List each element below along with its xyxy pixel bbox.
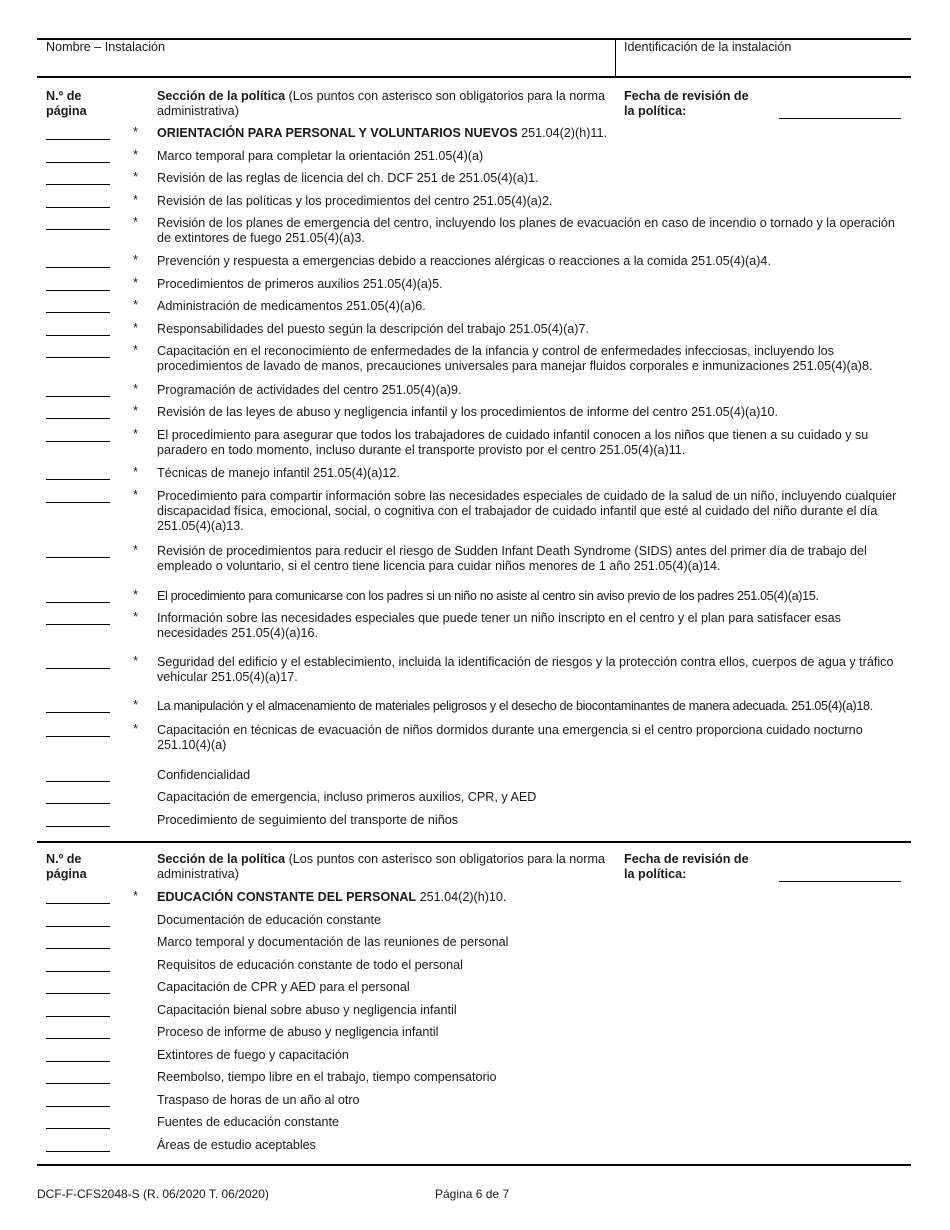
policy-item-heading: ORIENTACIÓN PARA PERSONAL Y VOLUNTARIOS NUEVOS bbox=[157, 126, 518, 140]
policy-item-text bbox=[157, 489, 905, 534]
policy-item-text bbox=[157, 344, 905, 374]
policy-item-text bbox=[157, 428, 905, 458]
required-asterisk: * bbox=[133, 320, 139, 335]
policy-item-body: Programación de actividades del centro 251.05(4)(a)9. bbox=[157, 383, 462, 397]
required-asterisk: * bbox=[133, 297, 139, 312]
form-id: DCF-F-CFS2048-S (R. 06/2020 T. 06/2020) bbox=[37, 1187, 269, 1201]
required-asterisk: * bbox=[133, 342, 139, 357]
page-number-field[interactable] bbox=[46, 712, 110, 713]
policy-item-text bbox=[157, 768, 905, 783]
required-asterisk: * bbox=[133, 697, 139, 712]
policy-col-rest: (Los puntos con asterisco son obligatorios para la norma administrativa) bbox=[157, 89, 605, 118]
policy-item-text bbox=[157, 1093, 905, 1108]
page-number-field[interactable] bbox=[46, 207, 110, 208]
policy-item-text bbox=[157, 544, 905, 574]
page-number-field[interactable] bbox=[46, 781, 110, 782]
review-date-column-header bbox=[624, 852, 749, 882]
required-asterisk: * bbox=[133, 888, 139, 903]
policy-item-text bbox=[157, 1138, 905, 1153]
required-asterisk: * bbox=[133, 169, 139, 184]
page-number-field[interactable] bbox=[46, 267, 110, 268]
required-asterisk: * bbox=[133, 124, 139, 139]
policy-item-text bbox=[157, 383, 905, 398]
page-number-field[interactable] bbox=[46, 357, 110, 358]
policy-item-text bbox=[157, 277, 905, 292]
policy-item-text bbox=[157, 171, 905, 186]
page-number-field[interactable] bbox=[46, 557, 110, 558]
policy-item-text bbox=[157, 1003, 905, 1018]
policy-item-body: Proceso de informe de abuso y negligencia infantil bbox=[157, 1025, 439, 1039]
page-number-field[interactable] bbox=[46, 1016, 110, 1017]
review-date-column-header bbox=[624, 89, 749, 119]
policy-item-text bbox=[157, 254, 905, 269]
policy-item-text bbox=[157, 1115, 905, 1130]
policy-item-body: Capacitación en el reconocimiento de enfermedades de la infancia y control de enfermedades infecciosas, incluyendo los procedimientos de lavado de manos, precauciones universales para manejar fluidos corporales e inmunizaciones 251.05(4)(a)8. bbox=[157, 344, 873, 373]
policy-item-text bbox=[157, 935, 905, 950]
page-number-field[interactable] bbox=[46, 479, 110, 480]
page-number-field[interactable] bbox=[46, 903, 110, 904]
policy-item-body: Reembolso, tiempo libre en el trabajo, tiempo compensatorio bbox=[157, 1070, 497, 1084]
policy-item-body: Documentación de educación constante bbox=[157, 913, 382, 927]
policy-item-heading: EDUCACIÓN CONSTANTE DEL PERSONAL bbox=[157, 890, 417, 904]
policy-item-text bbox=[157, 1048, 905, 1063]
policy-item-body: Capacitación en técnicas de evacuación de niños dormidos durante una emergencia si el centro proporciona cuidado nocturno 251.10(4)(a) bbox=[157, 723, 863, 752]
policy-item-text bbox=[157, 790, 905, 805]
date-col-line2: la política: bbox=[624, 104, 687, 118]
required-asterisk: * bbox=[133, 542, 139, 557]
required-asterisk: * bbox=[133, 147, 139, 162]
policy-item-text bbox=[157, 216, 905, 246]
policy-item-body: Revisión de las reglas de licencia del ch. DCF 251 de 251.05(4)(a)1. bbox=[157, 171, 539, 185]
policy-item-text bbox=[157, 913, 905, 928]
policy-item-body: 251.04(2)(h)11. bbox=[517, 126, 607, 140]
policy-item-body: Marco temporal y documentación de las reuniones de personal bbox=[157, 935, 509, 949]
policy-item-text bbox=[157, 980, 905, 995]
page-col-line2: página bbox=[46, 867, 87, 881]
policy-item-body: Procedimiento de seguimiento del transporte de niños bbox=[157, 813, 459, 827]
policy-item-text bbox=[157, 958, 905, 973]
page-number-field[interactable] bbox=[46, 624, 110, 625]
policy-item-body: Capacitación de emergencia, incluso primeros auxilios, CPR, y AED bbox=[157, 790, 537, 804]
policy-item-text bbox=[157, 126, 905, 141]
page-number-field[interactable] bbox=[46, 502, 110, 503]
page-number-field[interactable] bbox=[46, 993, 110, 994]
policy-item-body: Requisitos de educación constante de todo el personal bbox=[157, 958, 463, 972]
review-date-field[interactable] bbox=[779, 118, 901, 119]
review-date-field[interactable] bbox=[779, 881, 901, 882]
page-number-field[interactable] bbox=[46, 139, 110, 140]
policy-item-text bbox=[157, 589, 905, 604]
policy-item-text bbox=[157, 405, 905, 420]
page-number-field[interactable] bbox=[46, 184, 110, 185]
facility-id-label: Identificación de la instalación bbox=[624, 40, 792, 54]
page-number-field[interactable] bbox=[46, 1038, 110, 1039]
page-number-field[interactable] bbox=[46, 1083, 110, 1084]
policy-item-body: Marco temporal para completar la orientación 251.05(4)(a) bbox=[157, 149, 484, 163]
policy-item-body: Áreas de estudio aceptables bbox=[157, 1138, 316, 1152]
required-asterisk: * bbox=[133, 275, 139, 290]
page-number-field[interactable] bbox=[46, 335, 110, 336]
policy-item-body: Administración de medicamentos 251.05(4)(a)6. bbox=[157, 299, 426, 313]
page-number-column-header bbox=[46, 89, 87, 119]
policy-item-text bbox=[157, 466, 905, 481]
policy-item-body: Traspaso de horas de un año al otro bbox=[157, 1093, 360, 1107]
page-number-field[interactable] bbox=[46, 971, 110, 972]
required-asterisk: * bbox=[133, 252, 139, 267]
policy-item-body: Revisión de procedimientos para reducir el riesgo de Sudden Infant Death Syndrome (SIDS) antes del primer día de trabajo del empleado o voluntario, si el centro tiene licencia para cuidar niños menores de 1 año 251.05(4)(a)14. bbox=[157, 544, 867, 573]
page-number-field[interactable] bbox=[46, 1128, 110, 1129]
policy-item-body: Capacitación bienal sobre abuso y negligencia infantil bbox=[157, 1003, 457, 1017]
page-number-field[interactable] bbox=[46, 290, 110, 291]
policy-item-body: Capacitación de CPR y AED para el personal bbox=[157, 980, 410, 994]
page-number-field[interactable] bbox=[46, 418, 110, 419]
required-asterisk: * bbox=[133, 403, 139, 418]
policy-section-column-header bbox=[157, 89, 607, 119]
page-number-field[interactable] bbox=[46, 162, 110, 163]
policy-item-body: Procedimientos de primeros auxilios 251.05(4)(a)5. bbox=[157, 277, 443, 291]
required-asterisk: * bbox=[133, 721, 139, 736]
policy-item-text bbox=[157, 813, 905, 828]
page-number-field[interactable] bbox=[46, 441, 110, 442]
policy-item-text bbox=[157, 149, 905, 164]
policy-item-body: Revisión de las leyes de abuso y negligencia infantil y los procedimientos de informe del centro 251.05(4)(a)10. bbox=[157, 405, 778, 419]
policy-item-body: 251.04(2)(h)10. bbox=[416, 890, 507, 904]
page-total: 7 bbox=[502, 1187, 510, 1201]
page-col-line2: página bbox=[46, 104, 87, 118]
page-number-field[interactable] bbox=[46, 229, 110, 230]
policy-item-body: Responsabilidades del puesto según la descripción del trabajo 251.05(4)(a)7. bbox=[157, 322, 589, 336]
header-divider bbox=[615, 38, 616, 76]
policy-item-text bbox=[157, 699, 905, 714]
page-label: Página bbox=[435, 1187, 473, 1201]
policy-item-text bbox=[157, 611, 905, 641]
section-divider-rule bbox=[37, 841, 911, 843]
policy-item-text bbox=[157, 299, 905, 314]
page-of: de bbox=[485, 1187, 500, 1201]
page-number-field[interactable] bbox=[46, 668, 110, 669]
page-number-field[interactable] bbox=[46, 396, 110, 397]
required-asterisk: * bbox=[133, 192, 139, 207]
page-number-field[interactable] bbox=[46, 312, 110, 313]
page-number-field[interactable] bbox=[46, 1106, 110, 1107]
required-asterisk: * bbox=[133, 464, 139, 479]
policy-section-column-header bbox=[157, 852, 607, 882]
policy-item-body: Fuentes de educación constante bbox=[157, 1115, 340, 1129]
page-indicator bbox=[435, 1187, 509, 1202]
page-number-field[interactable] bbox=[46, 1151, 110, 1152]
page-number-field[interactable] bbox=[46, 602, 110, 603]
policy-item-body: Revisión de las políticas y los procedimientos del centro 251.05(4)(a)2. bbox=[157, 194, 553, 208]
required-asterisk: * bbox=[133, 653, 139, 668]
page-number-field[interactable] bbox=[46, 826, 110, 827]
policy-item-text bbox=[157, 890, 905, 905]
policy-item-text bbox=[157, 1025, 905, 1040]
page-current: 6 bbox=[475, 1187, 483, 1201]
policy-item-body: Revisión de los planes de emergencia del centro, incluyendo los planes de evacuación en caso de incendio o tornado y la operación de extintores de fuego 251.05(4)(a)3. bbox=[157, 216, 895, 245]
facility-name-label: Nombre – Instalación bbox=[46, 40, 166, 54]
policy-item-body: El procedimiento para asegurar que todos los trabajadores de cuidado infantil conocen a los niños que tienen a su cuidado y su paradero en todo momento, incluso durante el transporte provisto por el centro 251.05(4)(a)11. bbox=[157, 428, 869, 457]
page-col-line1: N.º de bbox=[46, 89, 82, 103]
policy-item-text bbox=[157, 723, 905, 753]
policy-item-body: El procedimiento para comunicarse con los padres si un niño no asiste al centro sin aviso previo de los padres 251.05(4)(a)15. bbox=[157, 589, 819, 603]
policy-item-body: Confidencialidad bbox=[157, 768, 251, 782]
page-number-field[interactable] bbox=[46, 803, 110, 804]
page-number-field[interactable] bbox=[46, 1061, 110, 1062]
policy-item-text bbox=[157, 1070, 905, 1085]
policy-item-body: Extintores de fuego y capacitación bbox=[157, 1048, 349, 1062]
policy-col-rest: (Los puntos con asterisco son obligatorios para la norma administrativa) bbox=[157, 852, 605, 881]
policy-item-body: Seguridad del edificio y el establecimiento, incluida la identificación de riesgos y la protección contra ellos, cuerpos de agua y tráfico vehicular 251.05(4)(a)17. bbox=[157, 655, 894, 684]
page-number-column-header bbox=[46, 852, 87, 882]
policy-item-text bbox=[157, 655, 905, 685]
page-number-field[interactable] bbox=[46, 926, 110, 927]
policy-item-body: Técnicas de manejo infantil 251.05(4)(a)12. bbox=[157, 466, 400, 480]
required-asterisk: * bbox=[133, 587, 139, 602]
policy-item-body: La manipulación y el almacenamiento de materiales peligrosos y el desecho de biocontaminantes de manera adecuada. 251.05(4)(a)18. bbox=[157, 699, 873, 713]
policy-col-bold: Sección de la política bbox=[157, 89, 286, 103]
policy-item-text bbox=[157, 194, 905, 209]
required-asterisk: * bbox=[133, 609, 139, 624]
bottom-rule bbox=[37, 1164, 911, 1166]
required-asterisk: * bbox=[133, 214, 139, 229]
policy-item-body: Información sobre las necesidades especiales que puede tener un niño inscripto en el centro y el plan para satisfacer esas necesidades 251.05(4)(a)16. bbox=[157, 611, 841, 640]
page-number-field[interactable] bbox=[46, 948, 110, 949]
date-col-line2: la política: bbox=[624, 867, 687, 881]
date-col-line1: Fecha de revisión de bbox=[624, 89, 749, 103]
page-number-field[interactable] bbox=[46, 736, 110, 737]
date-col-line1: Fecha de revisión de bbox=[624, 852, 749, 866]
required-asterisk: * bbox=[133, 426, 139, 441]
required-asterisk: * bbox=[133, 487, 139, 502]
page-col-line1: N.º de bbox=[46, 852, 82, 866]
policy-item-text bbox=[157, 322, 905, 337]
policy-col-bold: Sección de la política bbox=[157, 852, 286, 866]
required-asterisk: * bbox=[133, 381, 139, 396]
policy-item-body: Procedimiento para compartir información sobre las necesidades especiales de cuidado de la salud de un niño, incluyendo cualquier discapacidad física, emocional, social, o cognitiva con el trabajador de cuidado infantil que esté al cuidado del niño durante el día 251.05(4)(a)13. bbox=[157, 489, 897, 533]
policy-item-body: Prevención y respuesta a emergencias debido a reacciones alérgicas o reacciones a la comida 251.05(4)(a)4. bbox=[157, 254, 771, 268]
header-bottom-rule bbox=[37, 76, 911, 78]
